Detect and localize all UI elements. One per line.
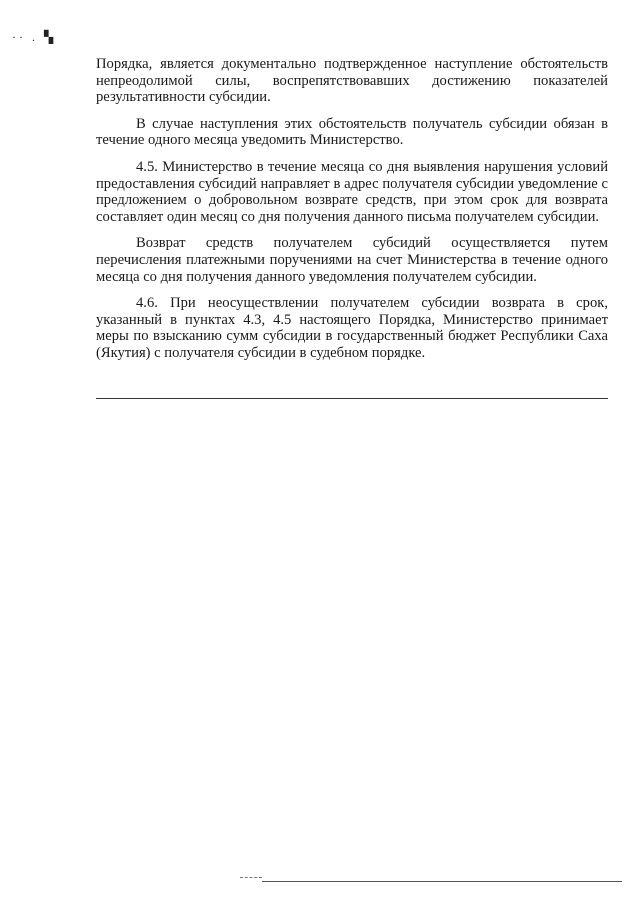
- scan-artifact-marks: ·· . ▚: [12, 30, 57, 44]
- paragraph-refund-procedure: Возврат средств получателем субсидий осуществляется путем перечисления платежными поручениями на счет Министерства в течение одного месяца со дня получения данного уведомления получателем субсидии.: [96, 235, 608, 285]
- document-body: [96, 56, 608, 372]
- paragraph-clause-4-6: 4.6. При неосуществлении получателем субсидии возврата в срок, указанный в пунктах 4.3, 4.5 настоящего Порядка, Министерство принимает меры по взысканию сумм субсидии в государственный бюджет Республики Саха (Якутия) с получателя субсидии в судебном порядке.: [96, 295, 608, 361]
- paragraph-continuation: Порядка, является документально подтвержденное наступление обстоятельств непреодолимой силы, воспрепятствовавших достижению показателей результативности субсидии.: [96, 56, 608, 106]
- paragraph-clause-4-5: 4.5. Министерство в течение месяца со дня выявления нарушения условий предоставления субсидий направляет в адрес получателя субсидии уведомление с предложением о добровольном возврате средств, при этом срок для возврата составляет один месяц со дня получения данного письма получателем субсидии.: [96, 158, 608, 225]
- footer-rule: [262, 881, 622, 882]
- footer-dash-mark: [240, 877, 262, 878]
- end-of-text-rule: [96, 398, 608, 399]
- paragraph-notification: В случае наступления этих обстоятельств получатель субсидии обязан в течение одного месяца уведомить Министерство.: [96, 115, 608, 149]
